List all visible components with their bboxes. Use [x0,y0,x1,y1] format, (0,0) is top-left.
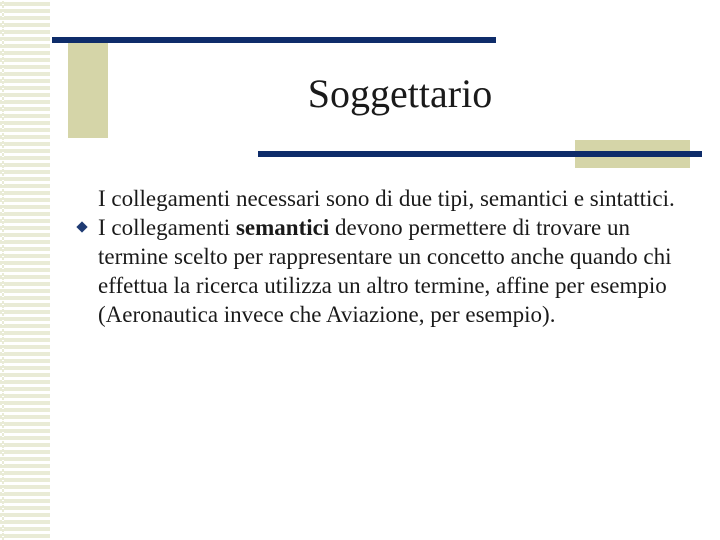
slide-body [78,184,688,329]
paragraph-text-before: I collegamenti [98,215,236,240]
paragraph-intro-text: I collegamenti necessari sono di due tipi, semantici e sintattici. [98,186,675,211]
decorative-side-stripe [0,0,50,540]
title-rule-top [52,37,496,43]
paragraph-intro [78,184,688,213]
decorative-olive-block-top [68,40,108,138]
title-rule-bottom [258,151,702,157]
diamond-bullet-icon [76,221,87,232]
paragraph-semantic-links [78,213,688,329]
paragraph-bold-term: semantici [235,215,330,240]
paragraph-text-after: devono permettere di trovare un termine scelto per rappresentare un concetto anche quando chi effettua la ricerca utilizza un altro termine, affine per esempio (Aeronautica invece che Aviazione, per esempio). [98,215,672,327]
slide-title: Soggettario [307,71,493,116]
